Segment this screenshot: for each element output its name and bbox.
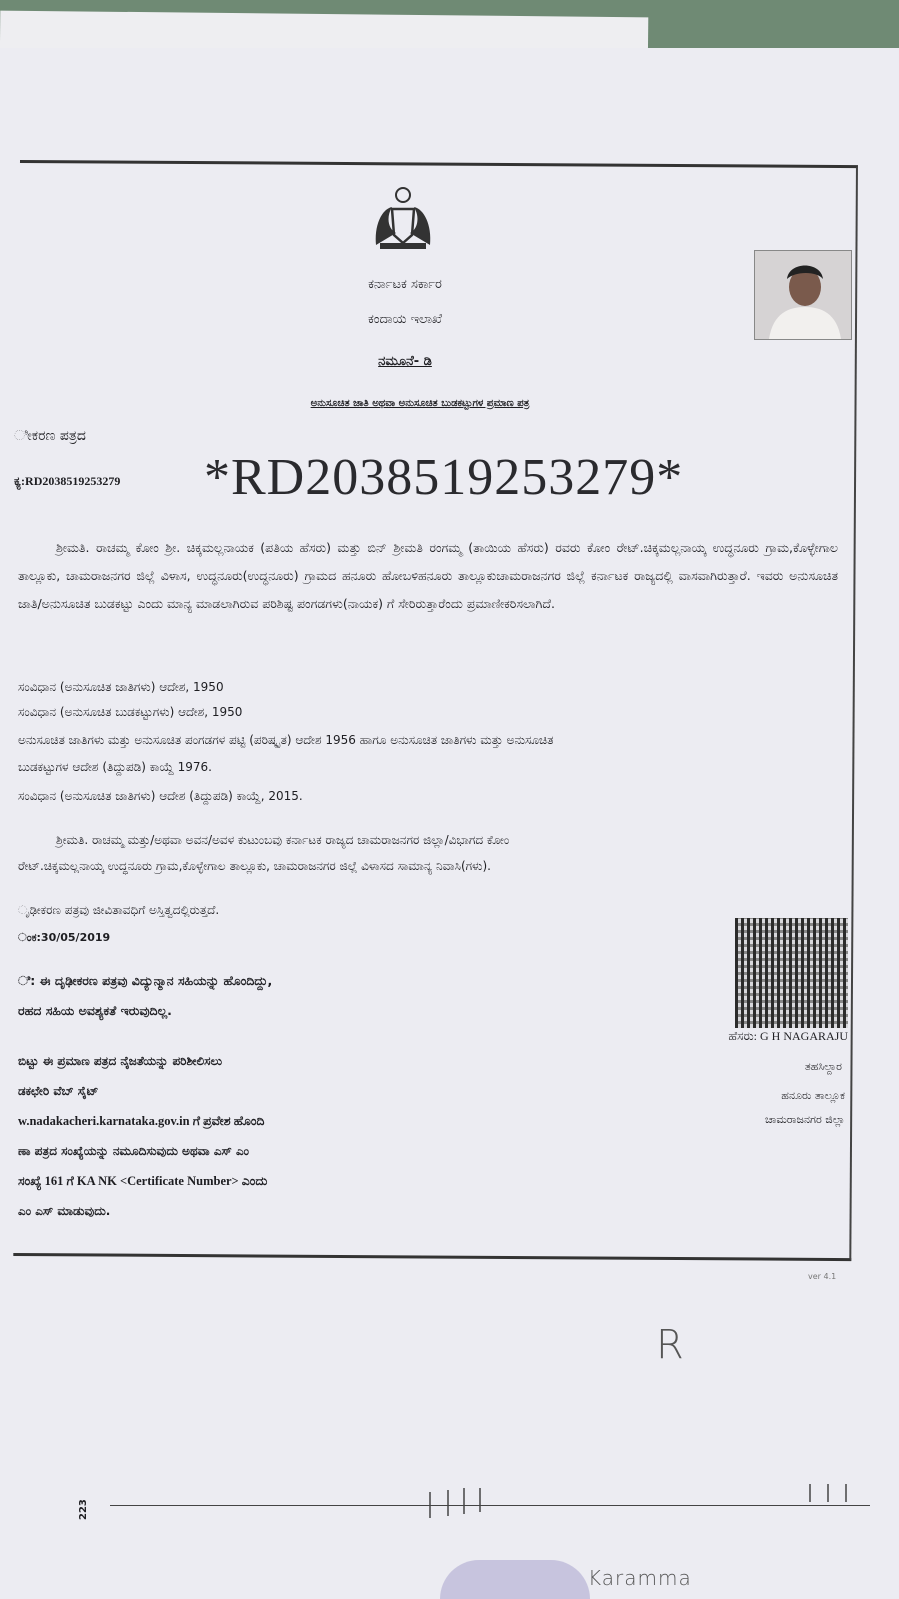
digital-signature-note: ರಹದ ಸಹಿಯ ಅವಶ್ಯಕತೆ ಇರುವುದಿಲ್ಲ.	[18, 1003, 172, 1018]
version-label: ver 4.1	[808, 1272, 837, 1281]
issue-date: ಂಕ:30/05/2019	[18, 931, 111, 944]
verify-website: w.nadakacheri.karnataka.gov.in ಗೆ ಪ್ರವೇಶ ಹೊಂದಿ	[18, 1114, 265, 1128]
digital-signature-note: ಿ: ಈ ದೃಢೀಕರಣ ಪತ್ರವು ವಿದ್ಯುನ್ಮಾನ ಸಹಿಯನ್ನು ಹೊಂದಿದ್ದು,	[18, 973, 273, 988]
signatory-designation: ತಹಸಿಲ್ದಾರ	[804, 1060, 842, 1073]
bottom-tick-marks	[400, 1480, 860, 1520]
verify-sms: ಸಂಖ್ಯೆ 161 ಗೆ KA NK <Certificate Number> ಎಂದು	[18, 1174, 268, 1188]
verify-line: ಣಾ ಪತ್ರದ ಸಂಖ್ಯೆಯನ್ನು ನಮೂದಿಸುವುದು ಅಥವಾ ಎಸ್ ಎಂ	[18, 1144, 249, 1158]
order-item: ಸಂವಿಧಾನ (ಅನುಸೂಚಿತ ಜಾತಿಗಳು) ಆದೇಶ (ತಿದ್ದುಪಡಿ) ಕಾಯ್ದೆ, 2015.	[18, 789, 303, 803]
government-name: ಕರ್ನಾಟಕ ಸರ್ಕಾರ	[368, 277, 442, 292]
verify-line: ಬಿಟ್ಟು ಈ ಪ್ರಮಾಣ ಪತ್ರದ ನೈಜತೆಯನ್ನು ಪರಿಶೀಲಿಸಲು	[18, 1054, 223, 1068]
form-name: ನಮೂನೆ- ಡಿ	[378, 354, 432, 369]
department-name: ಕಂದಾಯ ಇಲಾಖೆ	[367, 312, 443, 327]
page-number: 223	[78, 1499, 89, 1520]
order-item: ಸಂವಿಧಾನ (ಅನುಸೂಚಿತ ಜಾತಿಗಳು) ಆದೇಶ, 1950	[18, 680, 224, 694]
order-item: ಬುಡಕಟ್ಟುಗಳ ಆದೇಶ (ತಿದ್ದುಪಡಿ) ಕಾಯ್ದೆ 1976.	[18, 760, 212, 774]
handwritten-name: Karamma	[588, 1566, 692, 1590]
certificate-title: ಅನುಸೂಚಿತ ಜಾತಿ ಅಥವಾ ಅನುಸೂಚಿತ ಬುಡಕಟ್ಟುಗಳ ಪ್ರಮಾಣ ಪತ್ರ	[310, 398, 530, 409]
signatory-taluk: ಹನೂರು ತಾಲ್ಲೂಕ	[781, 1089, 845, 1102]
residence-line: ಶ್ರೀಮತಿ. ರಾಚಮ್ಮ ಮತ್ತು/ಅಥವಾ ಅವನ/ಅವಳ ಕುಟುಂಬವು ಕರ್ನಾಟಕ ರಾಜ್ಯದ ಚಾಮರಾಜನಗರ ಜಿಲ್ಲಾ/ವಿಭಾಗದ ಕೋಂ	[56, 833, 510, 847]
order-item: ಅನುಸೂಚಿತ ಜಾತಿಗಳು ಮತ್ತು ಅನುಸೂಚಿತ ಪಂಗಡಗಳ ಪಟ್ಟಿ (ಪರಿಷ್ಕೃತ) ಆದೇಶ 1956 ಹಾಗೂ ಅನುಸೂಚಿತ ಜಾತಿಗಳು ಮತ್ತು ಅನುಸೂಚಿತ	[18, 733, 554, 747]
handwritten-mark: R	[656, 1322, 684, 1368]
reference-number-small: ಕ್ಯ:RD2038519253279	[14, 474, 121, 488]
state-emblem-icon	[370, 185, 436, 253]
signatory-district: ಚಾಮರಾಜನಗರ ಜಿಲ್ಲಾ	[764, 1113, 845, 1126]
validity-text: ೃಢೀಕರಣ ಪತ್ರವು ಜೀವಿತಾವಧಿಗೆ ಅಸ್ತಿತ್ವದಲ್ಲಿರುತ್ತದೆ.	[18, 903, 220, 917]
order-item: ಸಂವಿಧಾನ (ಅನುಸೂಚಿತ ಬುಡಕಟ್ಟುಗಳು) ಆದೇಶ, 1950	[18, 705, 243, 719]
residence-line: ರೇಟ್.ಚಿಕ್ಕಮಲ್ಲನಾಯ್ಕ ಉದ್ಧನೂರು ಗ್ರಾಮ,ಕೊಳ್ಳೇಗಾಲ ತಾಲ್ಲೂಕು, ಚಾಮರಾಜನಗರ ಜಿಲ್ಲೆ ವಿಳಾಸದ ಸಾಮಾನ್ಯ ನಿವಾಸಿ(ಗಳು).	[18, 859, 491, 873]
applicant-photo	[754, 250, 852, 340]
verify-line: ಡಕಛೇರಿ ವೆಬ್ ಸೈಟ್	[18, 1084, 99, 1098]
purple-stamp-edge	[440, 1560, 590, 1599]
reference-label: ೀಕರಣ ಪತ್ರದ	[14, 428, 86, 444]
certification-paragraph: ಶ್ರೀಮತಿ. ರಾಚಮ್ಮ ಕೋಂ ಶ್ರೀ. ಚಿಕ್ಕಮಲ್ಲನಾಯಕ (ಪತಿಯ ಹೆಸರು) ಮತ್ತು ಬಿನ್ ಶ್ರೀಮತಿ ರಂಗಮ್ಮ (ತಾಯಿಯ ಹೆಸರು) ರವರು ಕೋಂ ರೇಟ್.ಚಿಕ್ಕಮಲ್ಲನಾಯ್ಕ ಉದ್ಧನೂರು ಗ್ರಾಮ,ಕೊಳ್ಳೇಗಾಲ ತಾಲ್ಲೂಕು, ಚಾಮರಾಜನಗರ ಜಿಲ್ಲೆ ವಿಳಾಸ, ಉದ್ಧನೂರು(ಉದ್ಧನೂರು) ಗ್ರಾಮದ ಹನೂರು ಹೋಬಳಿಹನೂರು ತಾಲ್ಲೂಕುಚಾಮರಾಜನಗರ ಜಿಲ್ಲೆ ಕರ್ನಾಟಕ ರಾಜ್ಯದಲ್ಲಿ ವಾಸವಾಗಿರುತ್ತಾರೆ. ಇವರು ಅನುಸೂಚಿತ ಜಾತಿ/ಅನುಸೂಚಿತ ಬುಡಕಟ್ಟು ಎಂದು ಮಾನ್ಯ ಮಾಡಲಾಗಿರುವ ಪರಿಶಿಷ್ಟ ಪಂಗಡಗಳು(ನಾಯಕ) ಗೆ ಸೇರಿರುತ್ತಾರೆಂದು ಪ್ರಮಾಣೀಕರಿಸಲಾಗಿದೆ.	[18, 540, 838, 611]
verify-line: ಎಂ ಎಸ್ ಮಾಡುವುದು.	[18, 1204, 111, 1218]
signatory-name: ಹೆಸರು: G H NAGARAJU	[728, 1029, 848, 1043]
reference-number-barcode: *RD2038519253279*	[204, 449, 684, 506]
qr-code	[735, 918, 848, 1028]
